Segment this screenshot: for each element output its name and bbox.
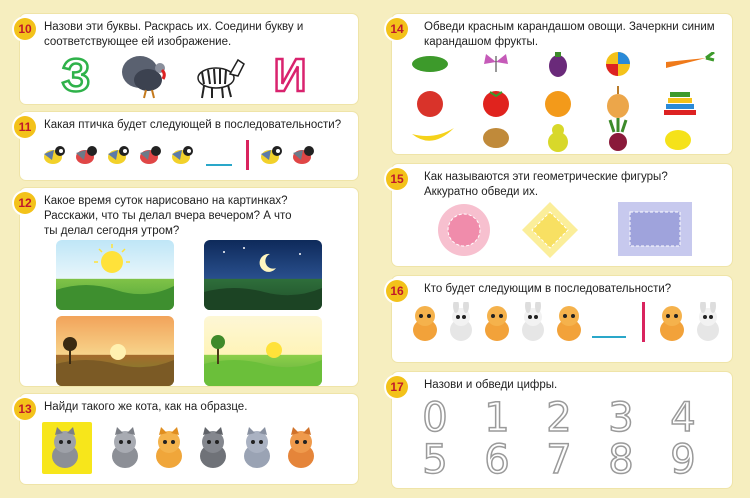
task-instruction: Какая птичка будет следующей в последовательности? bbox=[44, 119, 342, 131]
gray-kitten-icon bbox=[238, 426, 276, 470]
fruits-vegetables-grid bbox=[408, 52, 728, 152]
tiger-cub-icon bbox=[552, 302, 586, 342]
task-11-panel bbox=[20, 112, 358, 180]
bullfinch-icon bbox=[72, 142, 98, 168]
task-14-panel bbox=[392, 14, 732, 154]
digit-9: 9 bbox=[670, 437, 696, 483]
task-13-panel bbox=[20, 394, 358, 484]
task-instruction: Найди такого же кота, как на образце. bbox=[44, 401, 248, 413]
titmouse-icon bbox=[168, 142, 194, 168]
rectangle-shape bbox=[618, 202, 692, 256]
task-instruction: Кто будет следующим в последовательности? bbox=[424, 283, 672, 295]
bunny-icon bbox=[516, 302, 550, 342]
turkey-icon bbox=[118, 50, 170, 100]
task-12-panel bbox=[20, 188, 358, 386]
letter-i: И bbox=[273, 49, 307, 101]
day-scene bbox=[204, 316, 322, 386]
tomato-icon bbox=[483, 91, 509, 117]
bird-sequence bbox=[40, 140, 321, 170]
task-number-badge: 15 bbox=[386, 168, 408, 190]
task-number-badge: 16 bbox=[386, 280, 408, 302]
digit-8: 8 bbox=[608, 437, 634, 483]
tiger-cub-icon bbox=[655, 302, 689, 342]
titmouse-icon bbox=[40, 142, 66, 168]
task-number-badge: 13 bbox=[14, 398, 36, 420]
letter-z: З bbox=[61, 49, 91, 101]
ball-icon bbox=[606, 52, 630, 76]
morning-scene bbox=[56, 240, 174, 310]
carrot-icon bbox=[666, 52, 714, 68]
tiger-cub-icon bbox=[408, 302, 442, 342]
answer-slot bbox=[206, 164, 232, 166]
tiger-cub-icon bbox=[480, 302, 514, 342]
apple-icon bbox=[417, 91, 443, 117]
banana-icon bbox=[412, 128, 454, 141]
digit-6: 6 bbox=[484, 437, 510, 483]
divider bbox=[642, 302, 645, 342]
task-number-badge: 14 bbox=[386, 18, 408, 40]
animal-sequence bbox=[408, 302, 725, 342]
task-instruction: Как называются эти геометрические фигуры? Аккуратно обведи их. bbox=[424, 171, 668, 198]
orange-kitten-icon bbox=[282, 426, 320, 470]
bullfinch-icon bbox=[289, 142, 315, 168]
orange-icon bbox=[545, 91, 571, 117]
gray-kitten-icon bbox=[106, 426, 144, 470]
task-number-badge: 10 bbox=[14, 18, 36, 40]
titmouse-icon bbox=[257, 142, 283, 168]
eggplant-icon bbox=[549, 52, 567, 77]
task-instruction: Назови и обведи цифры. bbox=[424, 379, 558, 391]
digit-4: 4 bbox=[670, 395, 696, 441]
digit-1: 1 bbox=[484, 395, 510, 441]
gray-kitten-icon bbox=[194, 426, 232, 470]
gray-kitten-icon bbox=[46, 426, 84, 470]
toy-pyramid-icon bbox=[664, 92, 696, 115]
digit-7: 7 bbox=[546, 437, 572, 483]
task-instruction: Назови эти буквы. Раскрась их. Соедини букву и соответствующее ей изображение. bbox=[44, 21, 304, 48]
digits-row-1 bbox=[414, 394, 704, 442]
divider bbox=[246, 140, 249, 170]
circle-shape bbox=[438, 204, 490, 256]
titmouse-icon bbox=[104, 142, 130, 168]
task-number-badge: 11 bbox=[14, 116, 36, 138]
orange-kitten-icon bbox=[150, 426, 188, 470]
bullfinch-icon bbox=[136, 142, 162, 168]
bunny-icon bbox=[691, 302, 725, 342]
task-15-panel bbox=[392, 164, 732, 266]
butterfly-icon bbox=[484, 54, 508, 72]
task-17-panel bbox=[392, 372, 732, 488]
cucumber-icon bbox=[412, 56, 448, 72]
bunny-icon bbox=[444, 302, 478, 342]
evening-scene bbox=[56, 316, 174, 386]
task-16-panel bbox=[392, 276, 732, 362]
task-10-images bbox=[56, 50, 310, 100]
onion-icon bbox=[607, 86, 629, 118]
diamond-shape bbox=[522, 202, 578, 258]
digits-row-2 bbox=[414, 436, 704, 484]
zebra-icon bbox=[188, 50, 248, 100]
digit-5: 5 bbox=[422, 437, 448, 483]
task-instruction: Какое время суток нарисовано на картинках? Расскажи, что ты делал вчера вечером? А что ты делал сегодня утром? bbox=[44, 195, 292, 237]
answer-slot bbox=[592, 336, 626, 338]
lemon-icon bbox=[665, 130, 691, 150]
digit-2: 2 bbox=[546, 395, 572, 441]
task-10-panel bbox=[20, 14, 358, 104]
potato-icon bbox=[483, 128, 509, 148]
digit-3: 3 bbox=[608, 395, 634, 441]
task-number-badge: 17 bbox=[386, 376, 408, 398]
digit-0: 0 bbox=[422, 395, 448, 441]
task-instruction: Обведи красным карандашом овощи. Зачеркни синим карандашом фрукты. bbox=[424, 21, 715, 48]
pear-icon bbox=[548, 124, 568, 152]
cat-options bbox=[46, 426, 320, 470]
geometric-shapes bbox=[408, 198, 728, 262]
task-number-badge: 12 bbox=[14, 192, 36, 214]
beet-icon bbox=[609, 118, 627, 151]
night-scene bbox=[204, 240, 322, 310]
